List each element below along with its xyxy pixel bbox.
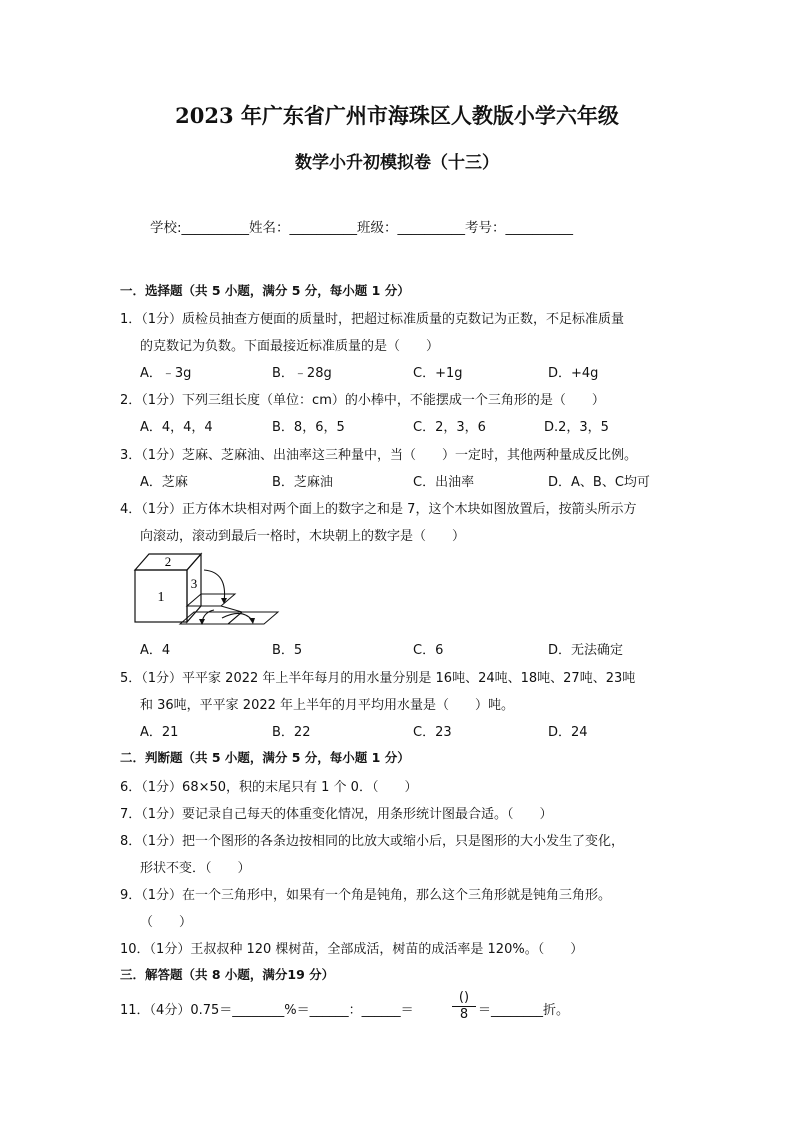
- cube-right-number: 3: [190, 576, 198, 591]
- question-9-line-1: 9．（1分）在一个三角形中，如果有一个角是钝角，那么这个三角形就是钝角三角形。: [120, 888, 612, 903]
- question-3-option-a: A．芝麻: [140, 475, 188, 490]
- question-2-option-c: C．2，3，6: [413, 420, 486, 435]
- question-6: 6．（1分）68×50，积的末尾只有 1 个 0．（ ）: [120, 780, 418, 795]
- roll-arrow-3-head: [249, 618, 255, 624]
- question-5-line-2: 和 36吨，平平家 2022 年上半年的月平均用水量是（ ）吨。: [140, 698, 515, 713]
- section-heading-choice: 一．选择题（共 5 小题，满分 5 分，每小题 1 分）: [120, 283, 410, 298]
- page-title: 2023 年广东省广州市海珠区人教版小学六年级: [175, 103, 619, 128]
- question-5-line-1: 5．（1分）平平家 2022 年上半年每月的用水量分别是 16吨、24吨、18吨、27吨、23吨: [120, 671, 636, 686]
- page-subtitle: 数学小升初模拟卷（十三）: [295, 153, 499, 173]
- track-cell-1: [187, 594, 235, 606]
- question-5-option-d: D．24: [548, 725, 588, 740]
- fraction-numerator: (): [458, 990, 470, 1005]
- question-1-line-2: 的克数记为负数。下面最接近标准质量的是（ ）: [140, 339, 440, 354]
- question-5-option-a: A．21: [140, 725, 179, 740]
- question-4-option-c: C．6: [413, 643, 444, 658]
- question-2-option-d: D.2，3，5: [544, 420, 609, 435]
- question-3-option-b: B．芝麻油: [272, 475, 333, 490]
- cube-rolling-figure: [132, 548, 282, 632]
- question-4-option-a: A．4: [140, 643, 171, 658]
- cube-front-number: 1: [157, 590, 165, 605]
- question-1-option-b: B．﹣28g: [272, 366, 332, 381]
- question-1-option-d: D．+4g: [548, 366, 599, 381]
- question-4-option-b: B．5: [272, 643, 303, 658]
- question-10: 10．（1分）王叔叔种 120 棵树苗，全部成活，树苗的成活率是 120%。（ ）: [120, 942, 584, 957]
- question-2-option-a: A．4，4，4: [140, 420, 213, 435]
- question-11-part-2: ＝________折。: [478, 1003, 570, 1018]
- question-5-option-c: C．23: [413, 725, 452, 740]
- question-9-line-2: （ ）: [140, 915, 193, 930]
- question-2-line-1: 2．（1分）下列三组长度（单位：cm）的小棒中，不能摆成一个三角形的是（ ）: [120, 393, 605, 408]
- student-info-line: 学校:__________姓名：__________班级：__________考号：__________: [150, 220, 574, 236]
- question-7: 7．（1分）要记录自己每天的体重变化情况，用条形统计图最合适。（ ）: [120, 807, 553, 822]
- roll-arrow-1: [204, 570, 225, 602]
- question-3-line-1: 3．（1分）芝麻、芝麻油、出油率这三种量中，当（ ）一定时，其他两种量成反比例。: [120, 448, 638, 463]
- question-4-option-d: D．无法确定: [548, 643, 624, 658]
- question-3-option-d: D．A、B、C均可: [548, 475, 650, 490]
- question-8-line-1: 8．（1分）把一个图形的各条边按相同的比放大或缩小后，只是图形的大小发生了变化，: [120, 834, 625, 849]
- question-5-option-b: B．22: [272, 725, 311, 740]
- question-8-line-2: 形状不变．（ ）: [140, 861, 251, 876]
- question-1-line-1: 1．（1分）质检员抽查方便面的质量时，把超过标准质量的克数记为正数，不足标准质量: [120, 312, 625, 327]
- track-connector: [221, 606, 242, 612]
- question-3-option-c: C．出油率: [413, 475, 475, 490]
- question-1-option-c: C．+1g: [413, 366, 463, 381]
- question-11-part-1: 11．（4分）0.75＝________%＝______：______＝: [120, 1003, 414, 1018]
- fraction-denominator: 8: [459, 1007, 469, 1022]
- question-4-line-1: 4．（1分）正方体木块相对两个面上的数字之和是 7，这个木块如图放置后，按箭头所示方: [120, 502, 637, 517]
- question-1-option-a: A．﹣3g: [140, 366, 192, 381]
- question-2-option-b: B．8，6，5: [272, 420, 345, 435]
- question-4-line-2: 向滚动，滚动到最后一格时，木块朝上的数字是（ ）: [140, 529, 466, 544]
- question-11-fraction: [452, 991, 476, 1022]
- section-heading-solution: 三．解答题（共 8 小题，满分19 分）: [120, 967, 335, 982]
- section-heading-judgement: 二．判断题（共 5 小题，满分 5 分，每小题 1 分）: [120, 750, 410, 765]
- cube-top-number: 2: [164, 554, 172, 569]
